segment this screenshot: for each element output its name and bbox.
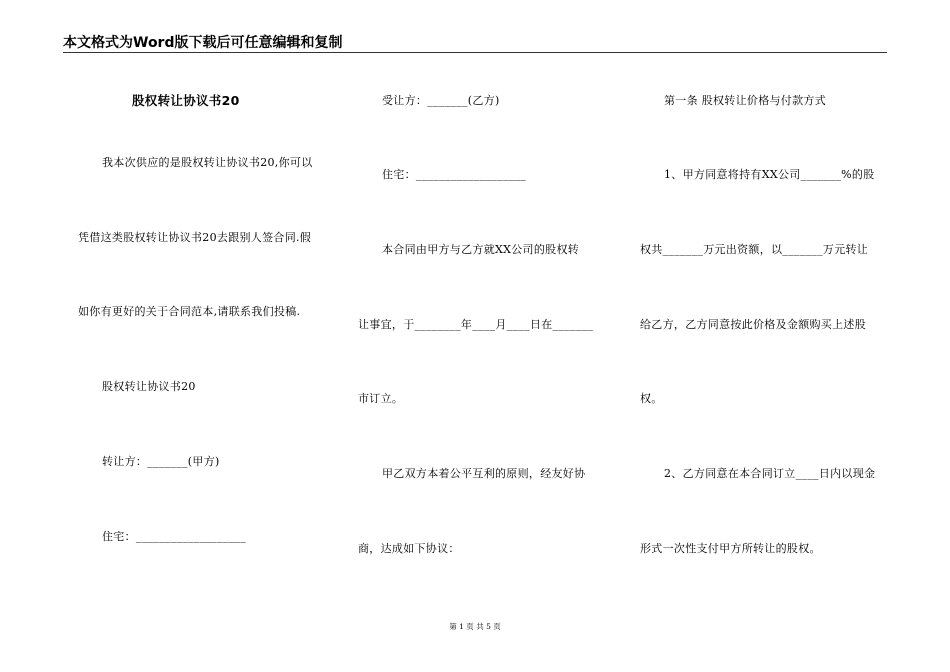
document-title: 股权转让协议书20 [132, 93, 240, 108]
paragraph-line: 转让方：_______(甲方) [102, 455, 220, 468]
paragraph-line: 受让方：_______(乙方) [382, 94, 500, 107]
page-header: 本文格式为Word版下载后可任意编辑和复制 [63, 35, 343, 51]
paragraph-line: 凭借这类股权转让协议书20去跟别人签合同.假 [78, 231, 312, 244]
paragraph-line: 股权转让协议书20 [102, 380, 196, 393]
paragraph-line: 2、乙方同意在本合同订立____日内以现金 [664, 467, 876, 480]
paragraph-line: 我本次供应的是股权转让协议书20,你可以 [102, 156, 313, 169]
paragraph-line: 1、甲方同意将持有XX公司_______%的股 [664, 168, 875, 181]
paragraph-line: 给乙方，乙方同意按此价格及金额购买上述股 [640, 318, 866, 331]
paragraph-line: 让事宜，于________年____月____日在_______ [358, 318, 594, 331]
paragraph-line: 商，达成如下协议： [358, 542, 460, 555]
column-2 [358, 0, 608, 672]
paragraph-line: 住宅：___________________ [102, 530, 247, 543]
page-number: 第 1 页 共 5 页 [449, 622, 501, 631]
paragraph-line: 权共_______万元出资额，以_______万元转让 [640, 243, 869, 256]
paragraph-line: 形式一次性支付甲方所转让的股权。 [640, 542, 821, 555]
column-3 [640, 0, 890, 672]
paragraph-line: 甲乙双方本着公平互利的原则，经友好协 [382, 467, 586, 480]
paragraph-line: 如你有更好的关于合同范本,请联系我们投稿. [78, 305, 301, 318]
paragraph-line: 住宅：___________________ [382, 168, 527, 181]
column-1 [78, 0, 328, 672]
section-heading: 第一条 股权转让价格与付款方式 [664, 94, 826, 107]
paragraph-line: 市订立。 [358, 392, 404, 405]
paragraph-line: 权。 [640, 392, 663, 405]
paragraph-line: 本合同由甲方与乙方就XX公司的股权转 [382, 243, 580, 256]
